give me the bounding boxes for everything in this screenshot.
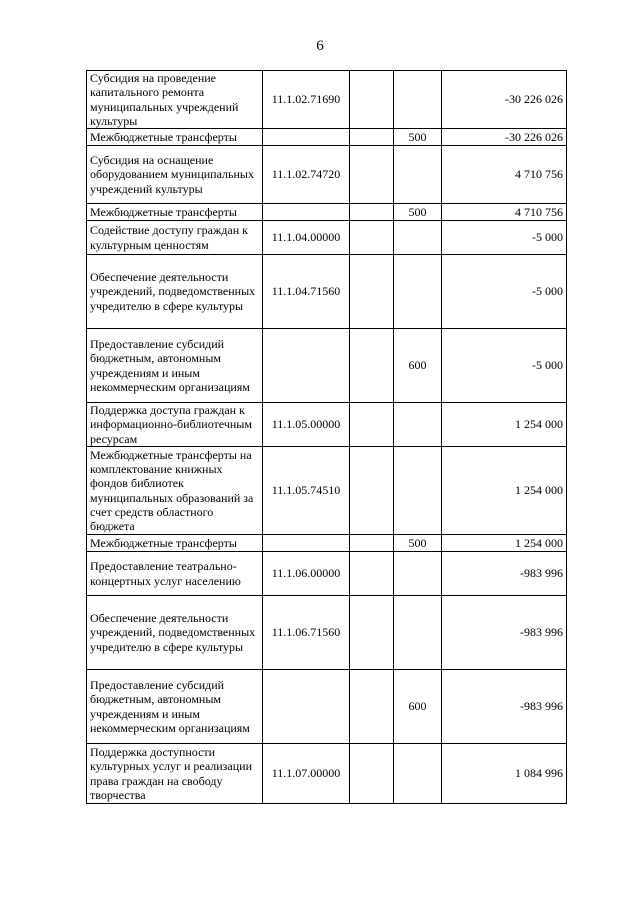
row-name: Межбюджетные трансферты на комплектование книжных фондов библиотек муниципальных образований за счет средств областного бюджета	[87, 447, 263, 535]
table-row	[87, 204, 567, 221]
row-sum: 4 710 756	[442, 146, 567, 204]
row-vr	[394, 221, 442, 255]
table-row	[87, 535, 567, 552]
row-vr	[394, 146, 442, 204]
row-sum: -983 996	[442, 552, 567, 596]
row-code: 11.1.04.71560	[263, 255, 350, 329]
row-name: Субсидия на проведение капитального ремонта муниципальных учреждений культуры	[87, 71, 263, 129]
empty-cell	[350, 204, 394, 221]
table-row	[87, 129, 567, 146]
table-row	[87, 552, 567, 596]
row-sum: 1 254 000	[442, 535, 567, 552]
table-row	[87, 670, 567, 744]
budget-table	[86, 70, 567, 804]
row-name: Предоставление субсидий бюджетным, автономным учреждениям и иным некоммерческим организациям	[87, 670, 263, 744]
table-row	[87, 255, 567, 329]
table-row	[87, 596, 567, 670]
empty-cell	[350, 255, 394, 329]
row-vr: 500	[394, 535, 442, 552]
row-vr	[394, 71, 442, 129]
row-vr	[394, 447, 442, 535]
empty-cell	[350, 221, 394, 255]
row-sum: -30 226 026	[442, 71, 567, 129]
row-name: Обеспечение деятельности учреждений, подведомственных учредителю в сфере культуры	[87, 255, 263, 329]
row-code: 11.1.05.00000	[263, 403, 350, 447]
row-name: Обеспечение деятельности учреждений, подведомственных учредителю в сфере культуры	[87, 596, 263, 670]
row-code: 11.1.02.74720	[263, 146, 350, 204]
row-sum: 1 254 000	[442, 447, 567, 535]
table-row	[87, 447, 567, 535]
empty-cell	[350, 447, 394, 535]
row-name: Поддержка доступности культурных услуг и реализации права граждан на свободу творчества	[87, 744, 263, 804]
row-code: 11.1.04.00000	[263, 221, 350, 255]
row-code: 11.1.05.74510	[263, 447, 350, 535]
table-row	[87, 744, 567, 804]
empty-cell	[350, 146, 394, 204]
table-row	[87, 146, 567, 204]
row-name: Предоставление театрально-концертных услуг населению	[87, 552, 263, 596]
row-code	[263, 204, 350, 221]
row-sum: -983 996	[442, 670, 567, 744]
empty-cell	[350, 329, 394, 403]
table-row	[87, 403, 567, 447]
empty-cell	[350, 535, 394, 552]
empty-cell	[350, 71, 394, 129]
table-row	[87, 329, 567, 403]
row-sum: 4 710 756	[442, 204, 567, 221]
row-sum: -5 000	[442, 329, 567, 403]
row-vr: 500	[394, 129, 442, 146]
empty-cell	[350, 670, 394, 744]
table-row	[87, 221, 567, 255]
row-name: Субсидия на оснащение оборудованием муниципальных учреждений культуры	[87, 146, 263, 204]
row-vr: 500	[394, 204, 442, 221]
row-sum: -5 000	[442, 255, 567, 329]
row-vr: 600	[394, 329, 442, 403]
empty-cell	[350, 744, 394, 804]
row-vr: 600	[394, 670, 442, 744]
row-code: 11.1.06.00000	[263, 552, 350, 596]
row-code: 11.1.07.00000	[263, 744, 350, 804]
row-sum: -983 996	[442, 596, 567, 670]
row-name: Поддержка доступа граждан к информационно-библиотечным ресурсам	[87, 403, 263, 447]
row-vr	[394, 596, 442, 670]
row-code: 11.1.02.71690	[263, 71, 350, 129]
row-name: Предоставление субсидий бюджетным, автономным учреждениям и иным некоммерческим организациям	[87, 329, 263, 403]
page-number: 6	[316, 38, 324, 54]
row-name: Содействие доступу граждан к культурным ценностям	[87, 221, 263, 255]
row-vr	[394, 403, 442, 447]
empty-cell	[350, 129, 394, 146]
row-sum: 1 254 000	[442, 403, 567, 447]
row-vr	[394, 255, 442, 329]
row-name: Межбюджетные трансферты	[87, 204, 263, 221]
row-vr	[394, 744, 442, 804]
row-code	[263, 535, 350, 552]
row-sum: 1 084 996	[442, 744, 567, 804]
empty-cell	[350, 403, 394, 447]
empty-cell	[350, 552, 394, 596]
row-code: 11.1.06.71560	[263, 596, 350, 670]
row-code	[263, 670, 350, 744]
empty-cell	[350, 596, 394, 670]
row-name: Межбюджетные трансферты	[87, 535, 263, 552]
row-name: Межбюджетные трансферты	[87, 129, 263, 146]
row-code	[263, 129, 350, 146]
row-vr	[394, 552, 442, 596]
row-sum: -5 000	[442, 221, 567, 255]
row-sum: -30 226 026	[442, 129, 567, 146]
row-code	[263, 329, 350, 403]
table-row	[87, 71, 567, 129]
